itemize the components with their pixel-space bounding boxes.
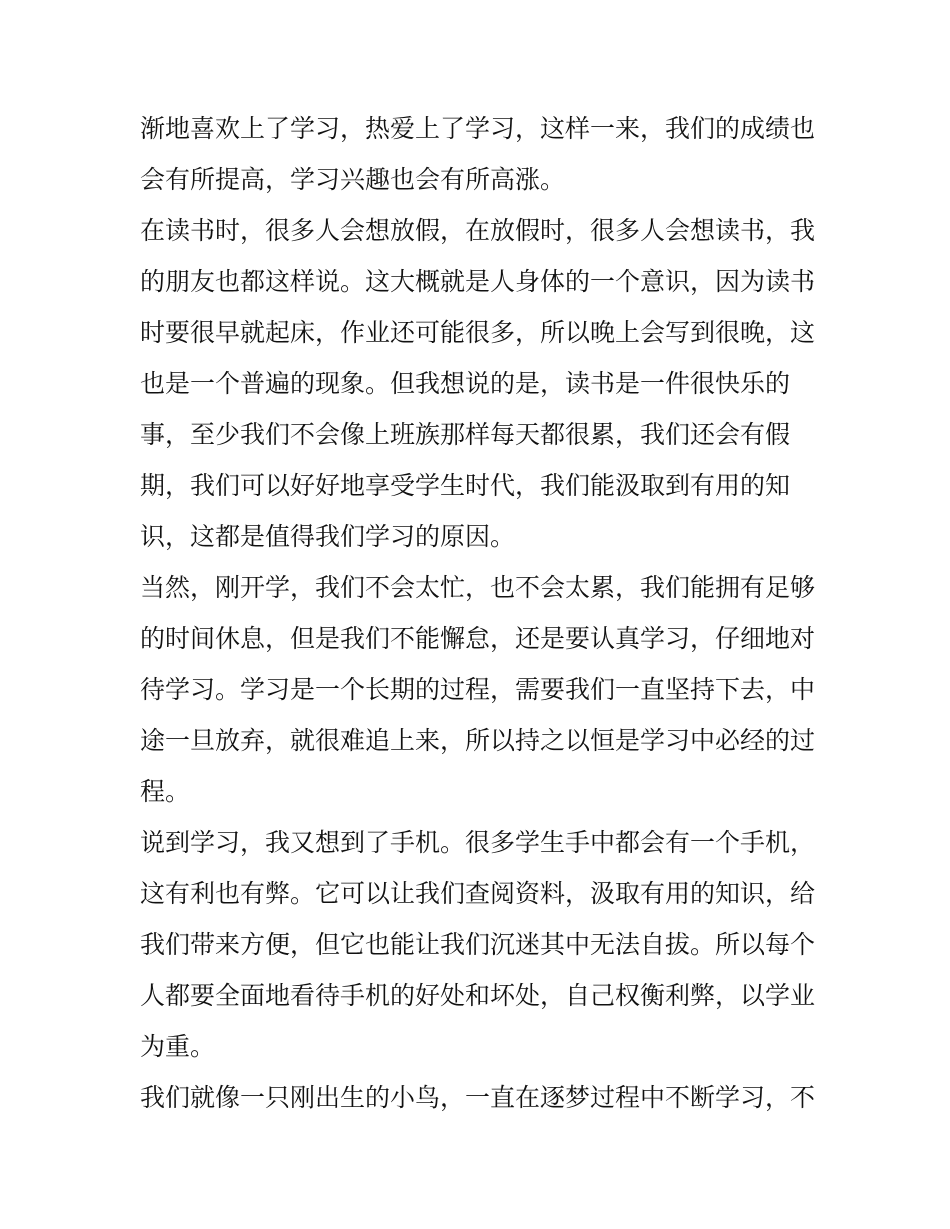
text-line: 程。	[140, 777, 191, 806]
text-line: 为重。	[140, 1032, 216, 1061]
text-line: 也是一个普遍的现象。但我想说的是，读书是一件很快乐的	[140, 369, 791, 398]
body-text	[140, 103, 840, 1123]
text-line: 人都要全面地看待手机的好处和坏处，自己权衡利弊，以学业	[140, 981, 816, 1010]
text-line: 在读书时，很多人会想放假，在放假时，很多人会想读书，我	[140, 216, 816, 245]
text-line: 当然，刚开学，我们不会太忙，也不会太累，我们能拥有足够	[140, 573, 816, 602]
text-line: 的朋友也都这样说。这大概就是人身体的一个意识，因为读书	[140, 267, 816, 296]
text-line: 渐地喜欢上了学习，热爱上了学习，这样一来，我们的成绩也	[140, 114, 816, 143]
text-line: 识，这都是值得我们学习的原因。	[140, 522, 516, 551]
text-line: 我们就像一只刚出生的小鸟，一直在逐梦过程中不断学习，不	[140, 1083, 816, 1112]
text-line: 事，至少我们不会像上班族那样每天都很累，我们还会有假	[140, 420, 791, 449]
text-line: 途一旦放弃，就很难追上来，所以持之以恒是学习中必经的过	[140, 726, 816, 755]
text-line: 待学习。学习是一个长期的过程，需要我们一直坚持下去，中	[140, 675, 816, 704]
text-line: 我们带来方便，但它也能让我们沉迷其中无法自拔。所以每个	[140, 930, 816, 959]
text-line: 期，我们可以好好地享受学生时代，我们能汲取到有用的知	[140, 471, 791, 500]
text-line: 说到学习，我又想到了手机。很多学生手中都会有一个手机，	[140, 828, 816, 857]
text-line: 时要很早就起床，作业还可能很多，所以晚上会写到很晚，这	[140, 318, 816, 347]
text-line: 的时间休息，但是我们不能懈怠，还是要认真学习，仔细地对	[140, 624, 816, 653]
text-line: 会有所提高，学习兴趣也会有所高涨。	[140, 165, 566, 194]
text-line: 这有利也有弊。它可以让我们查阅资料，汲取有用的知识，给	[140, 879, 816, 908]
